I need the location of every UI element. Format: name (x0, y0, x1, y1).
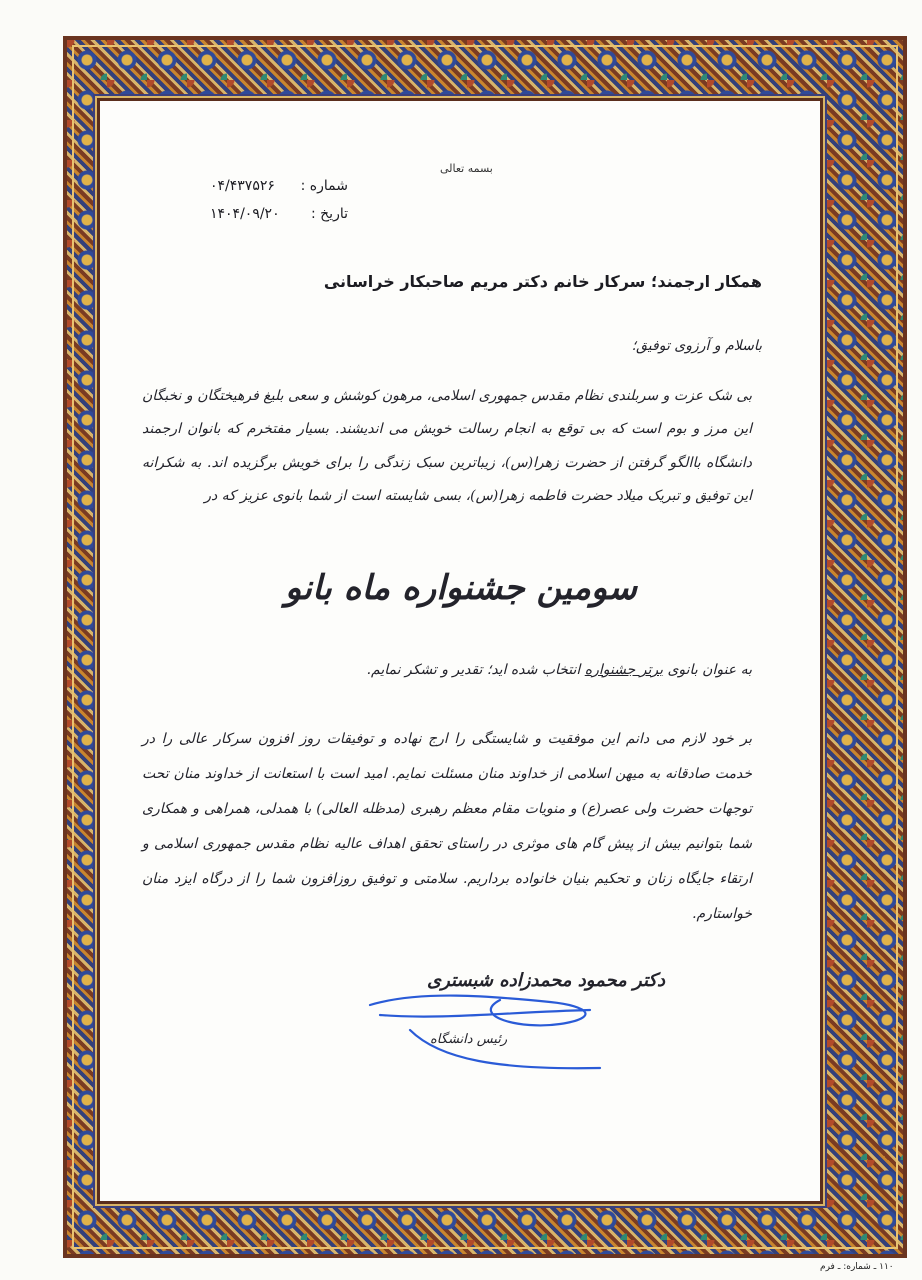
date-label: تاریخ : (310, 206, 348, 222)
paragraph-intro: بی شک عزت و سربلندی نظام مقدس جمهوری اسلامی، مرهون کوشش و سعی بلیغ فرهیختگان و نخبگان این مرز و بوم است که بی توقع به انجام رسالت خویش می اندیشند. بسیار مفتخرم که بانوان ارجمند دانشگاه باالگو گرفتن از حضرت زهرا(س)، زیباترین سبک زندگی را برای خویش برگزیده اند. به شکرانه این توفیق و تبریک میلاد حضرت فاطمه زهرا(س)، بسی شایسته است از شما بانوی عزیز که در (142, 388, 752, 504)
selection-prefix: به عنوان بانوی (663, 662, 752, 678)
selection-highlight: برتر جشنواره (584, 662, 664, 678)
paragraph-closing: بر خود لازم می دانم این موفقیت و شایستگی را ارج نهاده و توفیقات روز افزون سرکار عالی را در خدمت صادقانه به میهن اسلامی از خداوند منان مسئلت نمایم. امید است با استعانت از خداوند منان تحت توجهات حضرت ولی عصر(ع) و منویات مقام معظم رهبری (مدظله العالی) با همدلی، همراهی و همکاری شما بتوانیم بیش از پیش گام های موثری در راستای تحقق اهداف عالیه نظام مقدس جمهوری اسلامی و ارتقاء جایگاه زنان و تحکیم بنیان خانواده برداریم. سلامتی و توفیق روزافزون شما را از درگاه ایزد منان خواستارم. (142, 731, 752, 922)
addressee: همکار ارجمند؛ سرکار خانم دکتر مریم صاحبکار خراسانی (323, 272, 762, 291)
selection-suffix: انتخاب شده اید؛ تقدیر و تشکر نمایم. (366, 662, 585, 678)
date-value: ۱۴۰۴/۰۹/۲۰ (210, 206, 280, 222)
footer-form-number: ۱۱۰ ـ شماره: ـ فرم (820, 1262, 894, 1272)
festival-title: سومین جشنواره ماه بانو (284, 568, 637, 608)
number-label: شماره : (300, 178, 348, 194)
signatory-name: دکتر محمود محمدزاده شبستری (426, 970, 665, 991)
selection-line (367, 662, 752, 678)
signatory-title: رئیس دانشگاه (430, 1032, 508, 1047)
handwritten-signature (350, 960, 620, 1080)
basmala: بسمه تعالی (440, 162, 493, 175)
number-value: ۰۴/۴۳۷۵۲۶ (210, 178, 275, 194)
greeting: باسلام و آرزوی توفیق؛ (631, 338, 762, 354)
